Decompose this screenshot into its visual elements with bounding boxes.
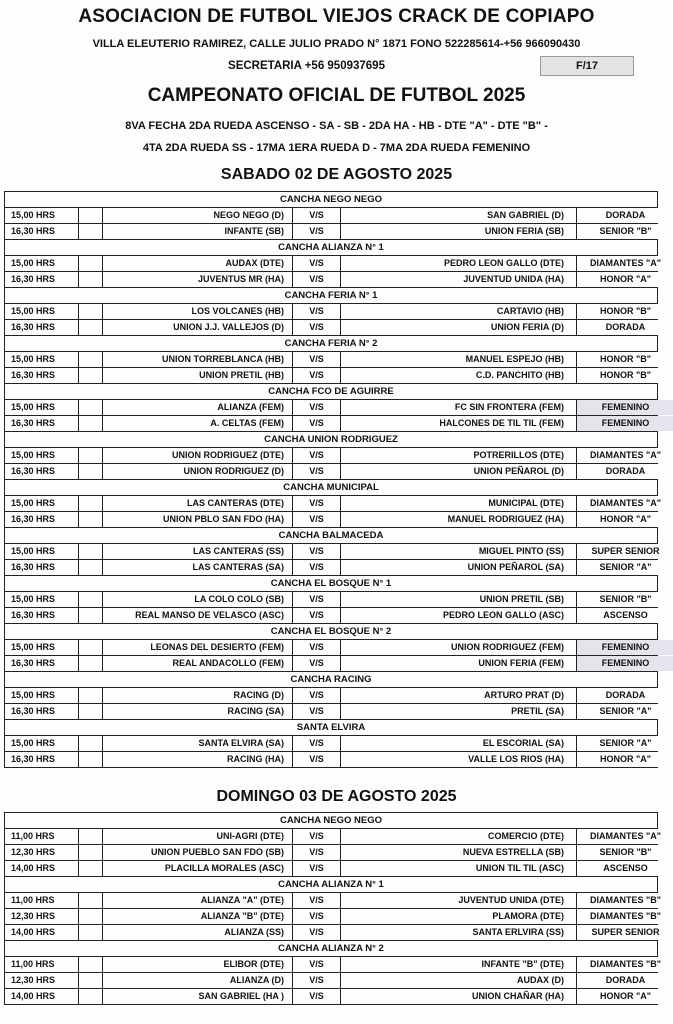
match-category: DORADA xyxy=(577,464,673,479)
blank-cell xyxy=(79,973,103,988)
blank-cell xyxy=(79,845,103,860)
versus-label: V/S xyxy=(293,512,341,527)
home-team: RACING (HA) xyxy=(103,752,293,767)
away-team: UNION TIL TIL (ASC) xyxy=(341,861,577,876)
home-team: LAS CANTERAS (SA) xyxy=(103,560,293,575)
versus-label: V/S xyxy=(293,272,341,287)
blank-cell xyxy=(79,512,103,527)
match-time: 16,30 HRS xyxy=(5,704,79,719)
match-category: SENIOR "A" xyxy=(577,736,673,751)
away-team: COMERCIO (DTE) xyxy=(341,829,577,844)
away-team: UNION PEÑAROL (D) xyxy=(341,464,577,479)
match-category: DORADA xyxy=(577,208,673,223)
versus-label: V/S xyxy=(293,973,341,988)
away-team: UNION FERIA (SB) xyxy=(341,224,577,239)
versus-label: V/S xyxy=(293,893,341,908)
match-category: SENIOR "B" xyxy=(577,224,673,239)
match-row xyxy=(4,319,658,335)
match-time: 16,30 HRS xyxy=(5,272,79,287)
versus-label: V/S xyxy=(293,909,341,924)
document-title: ASOCIACION DE FUTBOL VIEJOS CRACK DE COPIAPO xyxy=(78,6,595,27)
home-team: JUVENTUS MR (HA) xyxy=(103,272,293,287)
away-team: CARTAVIO (HB) xyxy=(341,304,577,319)
away-team: MANUEL RODRIGUEZ (HA) xyxy=(341,512,577,527)
versus-label: V/S xyxy=(293,416,341,431)
match-time: 15,00 HRS xyxy=(5,736,79,751)
versus-label: V/S xyxy=(293,640,341,655)
home-team: A. CELTAS (FEM) xyxy=(103,416,293,431)
versus-label: V/S xyxy=(293,560,341,575)
home-team: ELIBOR (DTE) xyxy=(103,957,293,972)
versus-label: V/S xyxy=(293,368,341,383)
blank-cell xyxy=(79,688,103,703)
home-team: UNION TORREBLANCA (HB) xyxy=(103,352,293,367)
versus-label: V/S xyxy=(293,464,341,479)
versus-label: V/S xyxy=(293,352,341,367)
match-row xyxy=(4,988,658,1005)
versus-label: V/S xyxy=(293,656,341,671)
match-category: FEMENINO xyxy=(577,656,673,671)
match-time: 15,00 HRS xyxy=(5,592,79,607)
versus-label: V/S xyxy=(293,208,341,223)
venue-header: CANCHA NEGO NEGO xyxy=(4,191,658,207)
day-title-sunday: DOMINGO 03 DE AGOSTO 2025 xyxy=(216,788,457,805)
match-row xyxy=(4,351,658,367)
match-row xyxy=(4,687,658,703)
match-row xyxy=(4,415,658,431)
away-team: MIGUEL PINTO (SS) xyxy=(341,544,577,559)
secretaria-phone: SECRETARIA +56 950937695 xyxy=(228,60,385,72)
match-time: 15,00 HRS xyxy=(5,208,79,223)
match-row xyxy=(4,543,658,559)
match-row xyxy=(4,255,662,271)
blank-cell xyxy=(79,957,103,972)
home-team: LAS CANTERAS (DTE) xyxy=(103,496,293,511)
blank-cell xyxy=(79,925,103,940)
away-team: POTRERILLOS (DTE) xyxy=(341,448,577,463)
blank-cell xyxy=(79,208,103,223)
home-team: RACING (SA) xyxy=(103,704,293,719)
match-time: 11,00 HRS xyxy=(5,957,79,972)
match-category: HONOR "A" xyxy=(577,272,673,287)
venue-header: CANCHA NEGO NEGO xyxy=(4,812,658,828)
venue-header: CANCHA FERIA N° 2 xyxy=(4,335,658,351)
home-team: LAS CANTERAS (SS) xyxy=(103,544,293,559)
match-time: 16,30 HRS xyxy=(5,224,79,239)
match-time: 15,00 HRS xyxy=(5,256,79,271)
away-team: PRETIL (SA) xyxy=(341,704,577,719)
venue-header: CANCHA MUNICIPAL xyxy=(4,479,658,495)
home-team: ALIANZA (SS) xyxy=(103,925,293,940)
home-team: UNION PRETIL (HB) xyxy=(103,368,293,383)
match-category: FEMENINO xyxy=(577,416,673,431)
match-category: SENIOR "A" xyxy=(577,560,673,575)
match-time: 16,30 HRS xyxy=(5,560,79,575)
blank-cell xyxy=(79,416,103,431)
away-team: PLAMORA (DTE) xyxy=(341,909,577,924)
match-row xyxy=(4,207,658,223)
match-row xyxy=(4,607,658,623)
home-team: INFANTE (SB) xyxy=(103,224,293,239)
venue-header: CANCHA FCO DE AGUIRRE xyxy=(4,383,658,399)
away-team: UNION FERIA (D) xyxy=(341,320,577,335)
match-row xyxy=(4,844,658,860)
blank-cell xyxy=(79,829,103,844)
match-time: 16,30 HRS xyxy=(5,608,79,623)
away-team: HALCONES DE TIL TIL (FEM) xyxy=(341,416,577,431)
blank-cell xyxy=(79,448,103,463)
away-team: AUDAX (D) xyxy=(341,973,577,988)
away-team: UNION RODRIGUEZ (FEM) xyxy=(341,640,577,655)
versus-label: V/S xyxy=(293,320,341,335)
venue-header: CANCHA UNION RODRIGUEZ xyxy=(4,431,658,447)
match-time: 15,00 HRS xyxy=(5,688,79,703)
match-category: DIAMANTES "B" xyxy=(577,909,673,924)
home-team: UNION J.J. VALLEJOS (D) xyxy=(103,320,293,335)
match-time: 12,30 HRS xyxy=(5,973,79,988)
match-category: DIAMANTES "B" xyxy=(577,893,673,908)
versus-label: V/S xyxy=(293,989,341,1004)
venue-header: CANCHA EL BOSQUE N° 2 xyxy=(4,623,658,639)
blank-cell xyxy=(79,909,103,924)
versus-label: V/S xyxy=(293,608,341,623)
match-category: DIAMANTES "B" xyxy=(577,957,673,972)
blank-cell xyxy=(79,592,103,607)
match-category: FEMENINO xyxy=(577,640,673,655)
away-team: ARTURO PRAT (D) xyxy=(341,688,577,703)
match-category: DIAMANTES "A" xyxy=(577,448,673,463)
versus-label: V/S xyxy=(293,829,341,844)
blank-cell xyxy=(79,224,103,239)
away-team: UNION CHAÑAR (HA) xyxy=(341,989,577,1004)
home-team: SANTA ELVIRA (SA) xyxy=(103,736,293,751)
versus-label: V/S xyxy=(293,496,341,511)
match-time: 12,30 HRS xyxy=(5,845,79,860)
blank-cell xyxy=(79,893,103,908)
association-address: VILLA ELEUTERIO RAMIREZ, CALLE JULIO PRADO N° 1871 FONO 522285614-+56 966090430 xyxy=(92,38,581,50)
home-team: UNION PBLO SAN FDO (HA) xyxy=(103,512,293,527)
versus-label: V/S xyxy=(293,256,341,271)
match-category: DIAMANTES "A" xyxy=(577,256,673,271)
match-row xyxy=(4,303,658,319)
match-category: SUPER SENIOR xyxy=(577,544,673,559)
match-category: FEMENINO xyxy=(577,400,673,415)
match-row xyxy=(4,367,658,383)
home-team: REAL MANSO DE VELASCO (ASC) xyxy=(103,608,293,623)
match-row xyxy=(4,655,658,671)
versus-label: V/S xyxy=(293,304,341,319)
match-row xyxy=(4,751,658,768)
match-time: 15,00 HRS xyxy=(5,496,79,511)
match-row xyxy=(4,828,662,844)
match-time: 15,00 HRS xyxy=(5,352,79,367)
schedule-table-sunday xyxy=(4,812,662,1005)
match-time: 14,00 HRS xyxy=(5,861,79,876)
match-time: 15,00 HRS xyxy=(5,448,79,463)
home-team: LA COLO COLO (SB) xyxy=(103,592,293,607)
versus-label: V/S xyxy=(293,544,341,559)
versus-label: V/S xyxy=(293,688,341,703)
home-team: LEONAS DEL DESIERTO (FEM) xyxy=(103,640,293,655)
venue-header: CANCHA RACING xyxy=(4,671,658,687)
home-team: ALIANZA (D) xyxy=(103,973,293,988)
match-row xyxy=(4,559,658,575)
blank-cell xyxy=(79,608,103,623)
match-row xyxy=(4,639,658,655)
blank-cell xyxy=(79,861,103,876)
match-category: SENIOR "B" xyxy=(577,592,673,607)
home-team: NEGO NEGO (D) xyxy=(103,208,293,223)
venue-header: SANTA ELVIRA xyxy=(4,719,658,735)
home-team: ALIANZA "A" (DTE) xyxy=(103,893,293,908)
match-category: HONOR "B" xyxy=(577,352,673,367)
home-team: PLACILLA MORALES (ASC) xyxy=(103,861,293,876)
home-team: RACING (D) xyxy=(103,688,293,703)
match-category: SENIOR "B" xyxy=(577,845,673,860)
away-team: PEDRO LEON GALLO (ASC) xyxy=(341,608,577,623)
venue-header: CANCHA EL BOSQUE N° 1 xyxy=(4,575,658,591)
match-row xyxy=(4,956,662,972)
versus-label: V/S xyxy=(293,448,341,463)
match-row xyxy=(4,495,662,511)
versus-label: V/S xyxy=(293,752,341,767)
away-team: PEDRO LEON GALLO (DTE) xyxy=(341,256,577,271)
match-row xyxy=(4,908,662,924)
match-category: HONOR "A" xyxy=(577,512,673,527)
blank-cell xyxy=(79,544,103,559)
match-time: 15,00 HRS xyxy=(5,640,79,655)
away-team: VALLE LOS RIOS (HA) xyxy=(341,752,577,767)
match-time: 16,30 HRS xyxy=(5,512,79,527)
match-row xyxy=(4,447,662,463)
match-row xyxy=(4,223,658,239)
match-category: HONOR "A" xyxy=(577,752,673,767)
match-category: DIAMANTES "A" xyxy=(577,496,673,511)
match-row xyxy=(4,463,658,479)
away-team: EL ESCORIAL (SA) xyxy=(341,736,577,751)
versus-label: V/S xyxy=(293,925,341,940)
away-team: NUEVA ESTRELLA (SB) xyxy=(341,845,577,860)
match-row xyxy=(4,511,658,527)
match-row xyxy=(4,399,658,415)
match-row xyxy=(4,972,658,988)
day-title-saturday: SABADO 02 DE AGOSTO 2025 xyxy=(220,166,453,183)
match-row xyxy=(4,271,658,287)
blank-cell xyxy=(79,704,103,719)
match-time: 14,00 HRS xyxy=(5,925,79,940)
match-category: ASCENSO xyxy=(577,861,673,876)
away-team: JUVENTUD UNIDA (DTE) xyxy=(341,893,577,908)
home-team: ALIANZA "B" (DTE) xyxy=(103,909,293,924)
away-team: MUNICIPAL (DTE) xyxy=(341,496,577,511)
match-time: 12,30 HRS xyxy=(5,909,79,924)
away-team: MANUEL ESPEJO (HB) xyxy=(341,352,577,367)
schedule-table-saturday xyxy=(4,191,662,768)
blank-cell xyxy=(79,368,103,383)
blank-cell xyxy=(79,736,103,751)
round-info-line-2: 4TA 2DA RUEDA SS - 17MA 1ERA RUEDA D - 7MA 2DA RUEDA FEMENINO xyxy=(142,142,531,154)
match-time: 14,00 HRS xyxy=(5,989,79,1004)
match-time: 11,00 HRS xyxy=(5,893,79,908)
versus-label: V/S xyxy=(293,704,341,719)
home-team: LOS VOLCANES (HB) xyxy=(103,304,293,319)
away-team: UNION PRETIL (SB) xyxy=(341,592,577,607)
match-category: SUPER SENIOR xyxy=(577,925,673,940)
form-code-box: F/17 xyxy=(540,56,634,76)
match-time: 16,30 HRS xyxy=(5,320,79,335)
match-time: 16,30 HRS xyxy=(5,656,79,671)
match-category: SENIOR "A" xyxy=(577,704,673,719)
match-time: 15,00 HRS xyxy=(5,400,79,415)
venue-header: CANCHA FERIA N° 1 xyxy=(4,287,658,303)
away-team: UNION FERIA (FEM) xyxy=(341,656,577,671)
home-team: SAN GABRIEL (HA ) xyxy=(103,989,293,1004)
blank-cell xyxy=(79,496,103,511)
match-row xyxy=(4,703,658,719)
match-row xyxy=(4,735,658,751)
match-category: ASCENSO xyxy=(577,608,673,623)
versus-label: V/S xyxy=(293,400,341,415)
match-category: HONOR "B" xyxy=(577,304,673,319)
home-team: REAL ANDACOLLO (FEM) xyxy=(103,656,293,671)
blank-cell xyxy=(79,464,103,479)
away-team: JUVENTUD UNIDA (HA) xyxy=(341,272,577,287)
match-time: 16,30 HRS xyxy=(5,416,79,431)
home-team: ALIANZA (FEM) xyxy=(103,400,293,415)
versus-label: V/S xyxy=(293,861,341,876)
match-time: 16,30 HRS xyxy=(5,464,79,479)
match-time: 15,00 HRS xyxy=(5,304,79,319)
away-team: FC SIN FRONTERA (FEM) xyxy=(341,400,577,415)
blank-cell xyxy=(79,560,103,575)
match-time: 15,00 HRS xyxy=(5,544,79,559)
away-team: UNION PEÑAROL (SA) xyxy=(341,560,577,575)
versus-label: V/S xyxy=(293,592,341,607)
home-team: UNION PUEBLO SAN FDO (SB) xyxy=(103,845,293,860)
blank-cell xyxy=(79,640,103,655)
blank-cell xyxy=(79,656,103,671)
match-category: DORADA xyxy=(577,688,673,703)
home-team: UNION RODRIGUEZ (D) xyxy=(103,464,293,479)
blank-cell xyxy=(79,989,103,1004)
match-time: 16,30 HRS xyxy=(5,752,79,767)
away-team: SANTA ERLVIRA (SS) xyxy=(341,925,577,940)
blank-cell xyxy=(79,352,103,367)
blank-cell xyxy=(79,272,103,287)
match-category: DORADA xyxy=(577,320,673,335)
match-category: HONOR "B" xyxy=(577,368,673,383)
match-time: 16,30 HRS xyxy=(5,368,79,383)
versus-label: V/S xyxy=(293,736,341,751)
match-category: HONOR "A" xyxy=(577,989,673,1004)
versus-label: V/S xyxy=(293,224,341,239)
away-team: C.D. PANCHITO (HB) xyxy=(341,368,577,383)
match-row xyxy=(4,860,658,876)
match-row xyxy=(4,892,662,908)
away-team: SAN GABRIEL (D) xyxy=(341,208,577,223)
blank-cell xyxy=(79,304,103,319)
round-info-line-1: 8VA FECHA 2DA RUEDA ASCENSO - SA - SB - 2DA HA - HB - DTE "A" - DTE "B" - xyxy=(125,120,548,132)
venue-header: CANCHA ALIANZA N° 1 xyxy=(4,239,658,255)
match-category: DORADA xyxy=(577,973,673,988)
match-row xyxy=(4,924,658,940)
blank-cell xyxy=(79,320,103,335)
home-team: UNI-AGRI (DTE) xyxy=(103,829,293,844)
match-row xyxy=(4,591,658,607)
blank-cell xyxy=(79,256,103,271)
away-team: INFANTE "B" (DTE) xyxy=(341,957,577,972)
blank-cell xyxy=(79,752,103,767)
venue-header: CANCHA ALIANZA N° 1 xyxy=(4,876,658,892)
venue-header: CANCHA BALMACEDA xyxy=(4,527,658,543)
match-time: 11,00 HRS xyxy=(5,829,79,844)
versus-label: V/S xyxy=(293,845,341,860)
venue-header: CANCHA ALIANZA N° 2 xyxy=(4,940,658,956)
championship-title: CAMPEONATO OFICIAL DE FUTBOL 2025 xyxy=(147,85,526,106)
versus-label: V/S xyxy=(293,957,341,972)
match-category: DIAMANTES "A" xyxy=(577,829,673,844)
blank-cell xyxy=(79,400,103,415)
home-team: AUDAX (DTE) xyxy=(103,256,293,271)
home-team: UNION RODRIGUEZ (DTE) xyxy=(103,448,293,463)
